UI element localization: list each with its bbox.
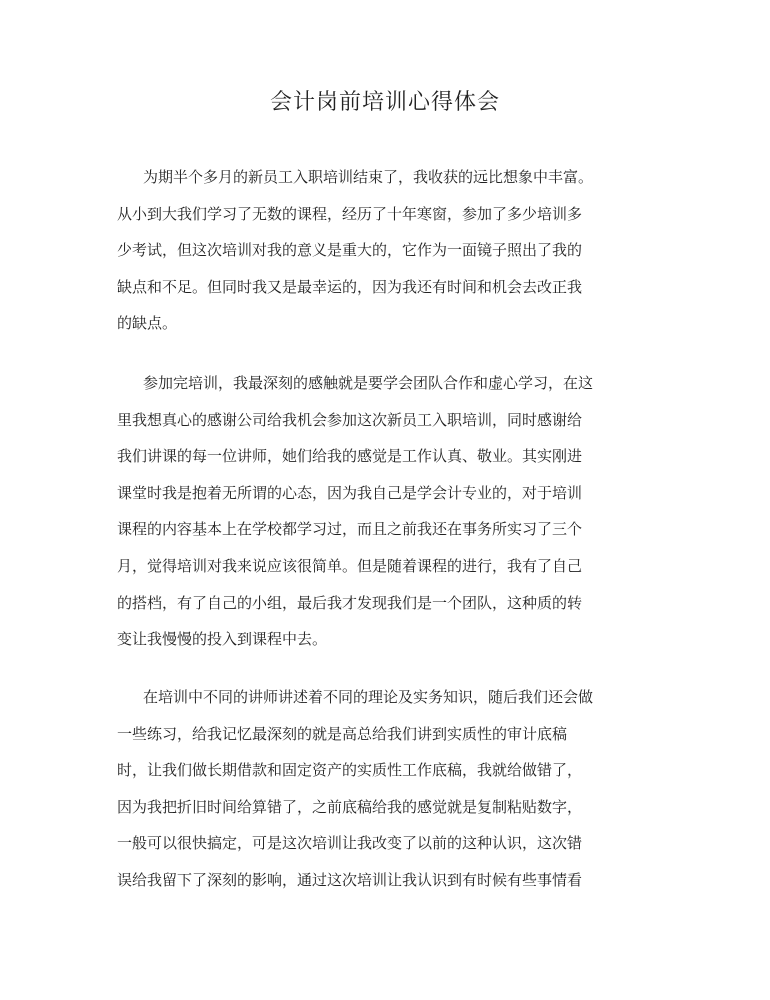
paragraph-1-line-2: 从小到大我们学习了无数的课程，经历了十年寒窗，参加了多少培训多 — [117, 205, 583, 223]
paragraph-1-line-5: 的缺点。 — [117, 314, 178, 332]
paragraph-3-line-4: 因为我把折旧时间给算错了，之前底稿给我的感觉就是复制粘贴数字， — [117, 798, 583, 816]
paragraph-2-line-8: 变让我慢慢的投入到课程中去。 — [117, 630, 328, 648]
paragraph-2-line-5: 课程的内容基本上在学校都学习过，而且之前我还在事务所实习了三个 — [117, 520, 583, 538]
paragraph-3-line-1: 在培训中不同的讲师讲述着不同的理论及实务知识，随后我们还会做 — [143, 688, 594, 706]
paragraph-2-line-3: 我们讲课的每一位讲师，她们给我的感觉是工作认真、敬业。其实刚进 — [117, 447, 583, 465]
paragraph-2-line-7: 的搭档，有了自己的小组，最后我才发现我们是一个团队，这种质的转 — [117, 594, 583, 612]
paragraph-3-line-5: 一般可以很快搞定，可是这次培训让我改变了以前的这种认识，这次错 — [117, 834, 583, 852]
paragraph-1-line-4: 缺点和不足。但同时我又是最幸运的，因为我还有时间和机会去改正我 — [117, 278, 583, 296]
paragraph-2-line-4: 课堂时我是抱着无所谓的心态，因为我自己是学会计专业的，对于培训 — [117, 484, 583, 502]
paragraph-3-line-2: 一些练习，给我记忆最深刻的就是高总给我们讲到实质性的审计底稿 — [117, 725, 568, 743]
paragraph-2-line-1: 参加完培训，我最深刻的感触就是要学会团队合作和虚心学习，在这 — [143, 374, 594, 392]
paragraph-2-line-6: 月，觉得培训对我来说应该很简单。但是随着课程的进行，我有了自己 — [117, 557, 583, 575]
paragraph-1-line-1: 为期半个多月的新员工入职培训结束了，我收获的远比想象中丰富。 — [143, 168, 594, 186]
paragraph-3-line-3: 时，让我们做长期借款和固定资产的实质性工作底稿，我就给做错了， — [117, 761, 583, 779]
paragraph-3-line-6: 误给我留下了深刻的影响，通过这次培训让我认识到有时候有些事情看 — [117, 871, 583, 889]
paragraph-2-line-2: 里我想真心的感谢公司给我机会参加这次新员工入职培训，同时感谢给 — [117, 411, 583, 429]
document-title: 会计岗前培训心得体会 — [269, 90, 500, 115]
paragraph-1-line-3: 少考试，但这次培训对我的意义是重大的，它作为一面镜子照出了我的 — [117, 241, 583, 259]
